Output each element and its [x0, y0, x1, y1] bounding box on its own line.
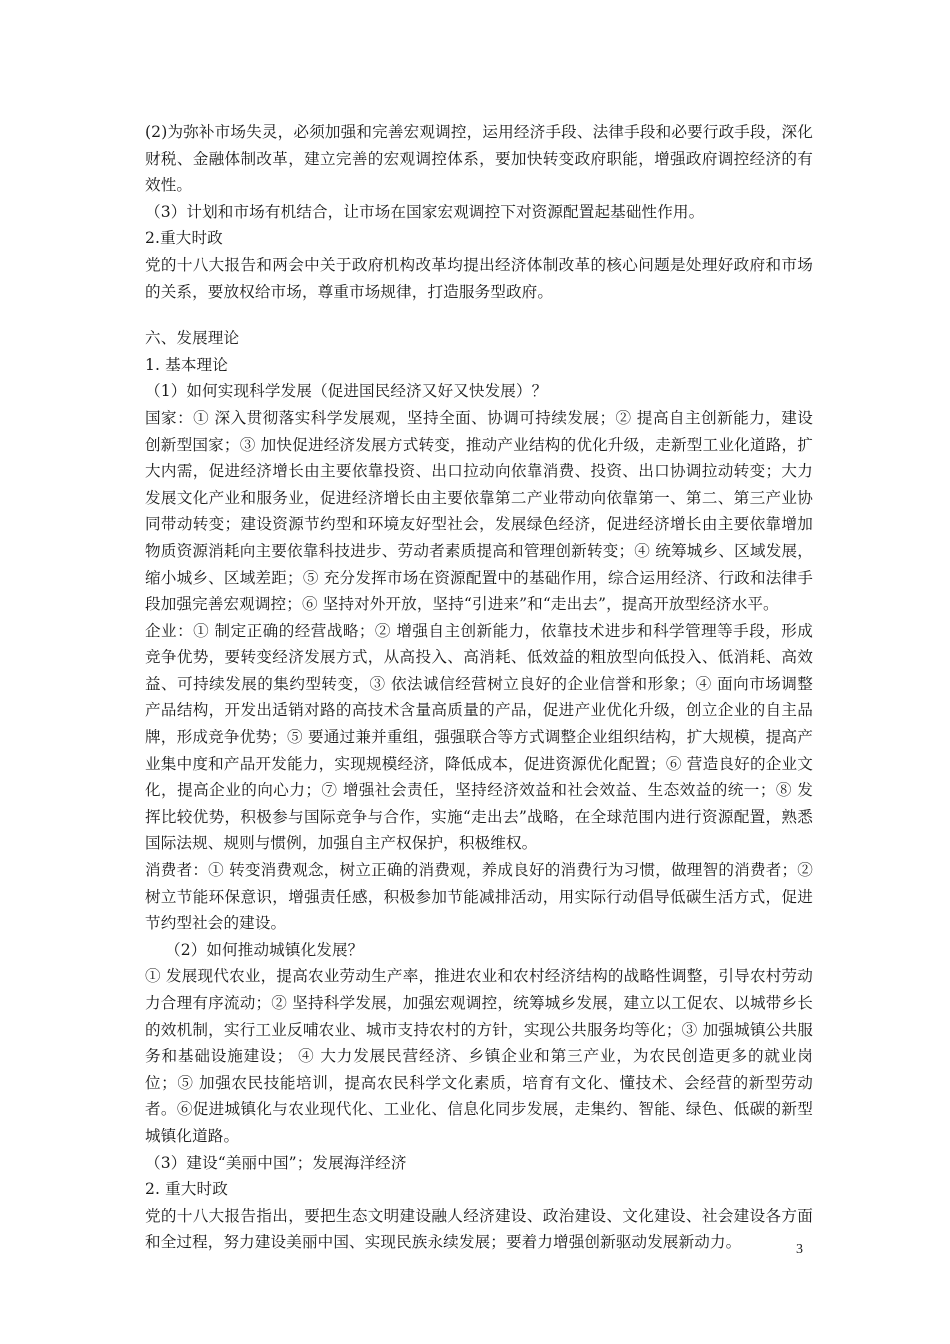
paragraph-enterprise: 企业：① 制定正确的经营战略；② 增强自主创新能力，依靠技术进步和科学管理等手段，形成竞争优势，要转变经济发展方式，从高投入、高消耗、低效益的粗放型向低投入、低消耗、高效益、可持续发展的集约型转变，③ 依法诚信经营树立良好的企业信誉和形象；④ 面向市场调整产品结构，开发出适销对路的高技术含量高质量的产品，促进产业优化升级，创立企业的自主品牌，形成竞争优势；⑤ 要通过兼并重组，强强联合等方式调整企业组织结构，扩大规模，提高产业集中度和产品开发能力，实现规模经济，降低成本，促进资源优化配置；⑥ 营造良好的企业文化，提高企业的向心力；⑦ 增强社会责任，坚持经济效益和社会效益、生态效益的统一；⑧ 发挥比较优势，积极参与国际竞争与合作，实施“走出去”战略，在全球范围内进行资源配置，熟悉国际法规、规则与惯例，加强自主产权保护，积极维权。	[145, 621, 813, 853]
section-gap	[145, 305, 813, 325]
paragraph-plan-market: （3）计划和市场有机结合，让市场在国家宏观调控下对资源配置起基础性作用。	[145, 202, 705, 221]
paragraph-country: 国家：① 深入贯彻落实科学发展观，坚持全面、协调可持续发展；② 提高自主创新能力，建设创新型国家；③ 加快促进经济发展方式转变，推动产业结构的优化升级，走新型工业化道路，扩大内需，促进经济增长由主要依靠投资、出口拉动向依靠消费、投资、出口协调拉动转变；大力发展文化产业和服务业，促进经济增长由主要依靠第二产业带动向依靠第一、第二、第三产业协同带动转变；建设资源节约型和环境友好型社会，发展绿色经济，促进经济增长由主要依靠增加物质资源消耗向主要依靠科技进步、劳动者素质提高和管理创新转变；④ 统筹城乡、区域发展，缩小城乡、区域差距；⑤ 充分发挥市场在资源配置中的基础作用，综合运用经济、行政和法律手段加强完善宏观调控；⑥ 坚持对外开放，坚持“引进来”和“走出去”，提高开放型经济水平。	[145, 408, 813, 614]
question-scientific-development: （1）如何实现科学发展（促进国民经济又好又快发展）？	[145, 382, 548, 401]
paragraph-government-reform: 党的十八大报告和两会中关于政府机构改革均提出经济体制改革的核心问题是处理好政府和市场的关系，要放权给市场，尊重市场规律，打造服务型政府。	[145, 255, 813, 301]
paragraph-urbanization: ① 发展现代农业，提高农业劳动生产率，推进农业和农村经济结构的战略性调整，引导农村劳动力合理有序流动；② 坚持科学发展，加强宏观调控，统筹城乡发展，建立以工促农、以城带乡长的效机制，实行工业反哺农业、城市支持农村的方针，实现公共服务均等化；③ 加强城镇公共服务和基础设施建设； ④ 大力发展民营经济、乡镇企业和第三产业，为农民创造更多的就业岗位；⑤ 加强农民技能培训，提高农民科学文化素质，培育有文化、懂技术、会经营的新型劳动者。⑥促进城镇化与农业现代化、工业化、信息化同步发展，走集约、智能、绿色、低碳的新型城镇化道路。	[145, 967, 813, 1145]
question-urbanization: （2）如何推动城镇化发展？	[165, 940, 364, 959]
document-body	[145, 119, 813, 1256]
paragraph-eighteenth-congress: 党的十八大报告指出，要把生态文明建设融人经济建设、政治建设、文化建设、社会建设各方面和全过程，努力建设美丽中国、实现民族永续发展；要着力增强创新驱动发展新动力。	[145, 1206, 813, 1252]
page-number: 3	[796, 1242, 803, 1257]
heading-current-affairs-2: 2. 重大时政	[145, 1180, 228, 1199]
paragraph-macro-control: (2)为弥补市场失灵，必须加强和完善宏观调控，运用经济手段、法律手段和必要行政手段，深化财税、金融体制改革，建立完善的宏观调控体系，要加快转变政府职能，增强政府调控经济的有效性。	[145, 123, 813, 195]
section-heading-development: 六、发展理论	[145, 329, 240, 348]
question-beautiful-china: （3）建设“美丽中国”；发展海洋经济	[145, 1153, 407, 1172]
heading-current-affairs-1: 2.重大时政	[145, 229, 223, 248]
paragraph-consumer: 消费者：① 转变消费观念，树立正确的消费观，养成良好的消费行为习惯，做理智的消费者；②树立节能环保意识，增强责任感，积极参加节能减排活动，用实际行动倡导低碳生活方式，促进节约型社会的建设。	[145, 861, 813, 933]
heading-basic-theory: 1. 基本理论	[145, 355, 228, 374]
